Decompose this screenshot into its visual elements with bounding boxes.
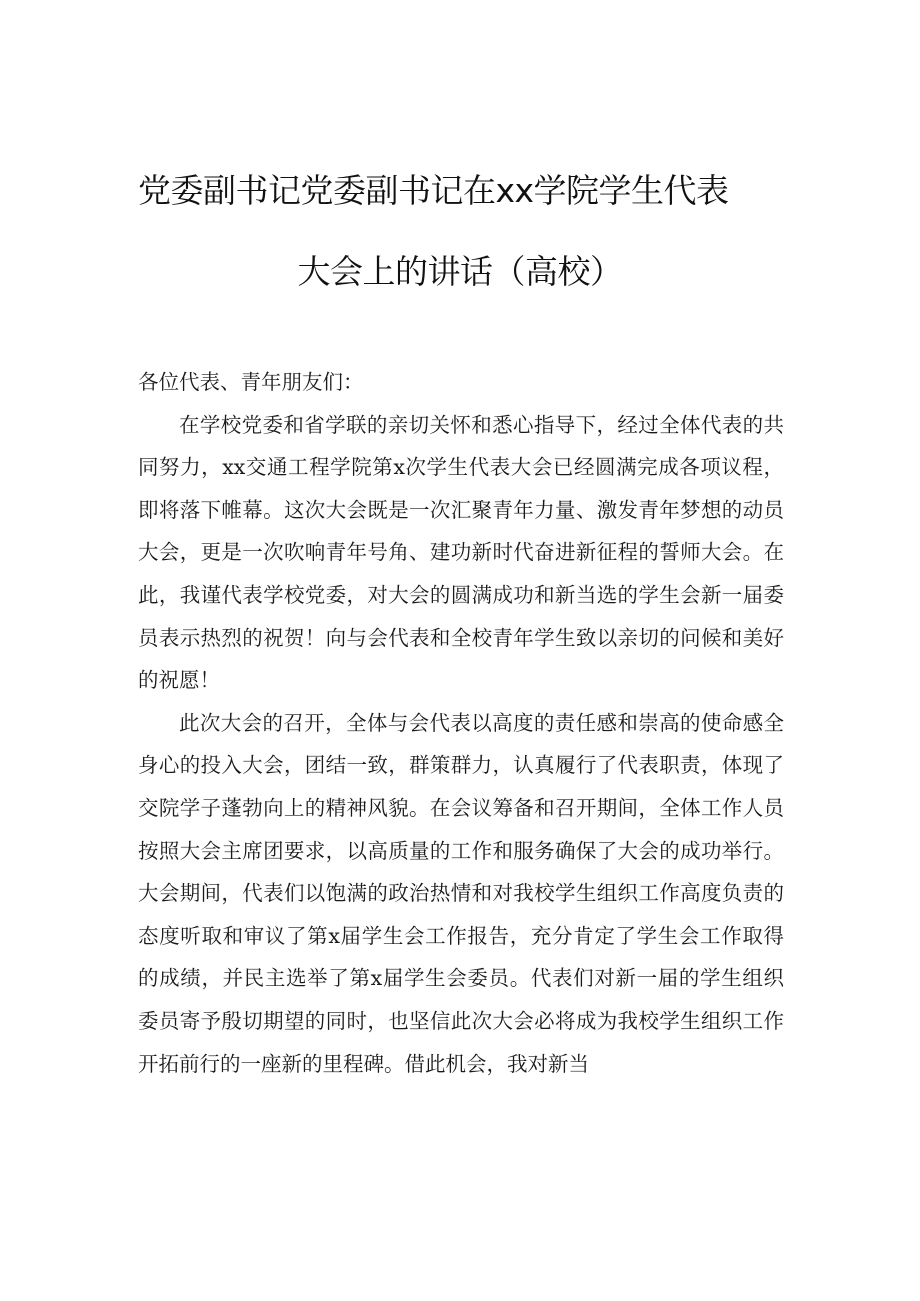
document-body [138, 361, 784, 1085]
document-title-line-1: 党委副书记党委副书记在xx学院学生代表 [138, 171, 729, 210]
document-title-line-2: 大会上的讲话（高校） [297, 252, 623, 291]
salutation: 各位代表、青年朋友们： [138, 370, 364, 394]
paragraph-2: 此次大会的召开，全体与会代表以高度的责任感和崇高的使命感全身心的投入大会，团结一致，群策群力，认真履行了代表职责，体现了交院学子蓬勃向上的精神风貌。在会议筹备和召开期间，全体工作人员按照大会主席团要求，以高质量的工作和服务确保了大会的成功举行。大会期间，代表们以饱满的政治热情和对我校学生组织工作高度负责的态度听取和审议了第x届学生会工作报告，充分肯定了学生会工作取得的成绩，并民主选举了第x届学生会委员。代表们对新一届的学生组织委员寄予殷切期望的同时，也坚信此次大会必将成为我校学生组织工作开拓前行的一座新的里程碑。借此机会，我对新当 [138, 710, 784, 1076]
paragraph-1: 在学校党委和省学联的亲切关怀和悉心指导下，经过全体代表的共同努力，xx交通工程学院第x次学生代表大会已经圆满完成各项议程，即将落下帷幕。这次大会既是一次汇聚青年力量、激发青年梦想的动员大会，更是一次吹响青年号角、建功新时代奋进新征程的誓师大会。在此，我谨代表学校党委，对大会的圆满成功和新当选的学生会新一届委员表示热烈的祝贺！向与会代表和全校青年学生致以亲切的问候和美好的祝愿！ [138, 412, 784, 693]
